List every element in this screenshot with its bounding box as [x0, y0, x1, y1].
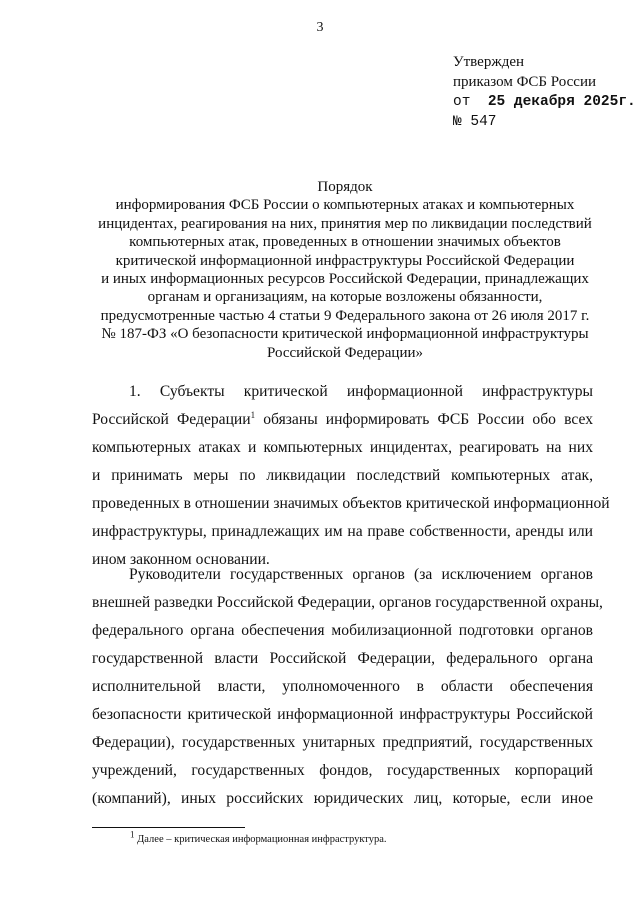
paragraph-line: 1. Субъекты критической информационной инфраструктуры — [129, 383, 593, 400]
footnote-text: Далее – критическая информационная инфраструктура. — [134, 834, 387, 845]
paragraph-line: государственной власти Российской Федерации, федерального органа — [92, 650, 593, 667]
paragraph-1 — [92, 378, 610, 574]
paragraph-2 — [92, 561, 603, 813]
approval-stamp — [453, 52, 636, 132]
paragraph-line: инфраструктуры, принадлежащих им на праве собственности, аренды или — [92, 523, 593, 540]
footnote-divider — [92, 827, 245, 828]
approval-line-order: приказом ФСБ России — [453, 74, 596, 90]
text-fragment: обязаны информировать ФСБ России обо всех — [255, 411, 593, 428]
paragraph-line — [92, 406, 593, 434]
paragraph-line: исполнительной власти, уполномоченного в области обеспечения — [92, 678, 593, 695]
paragraph-line: компьютерных атаках и компьютерных инцидентах, реагировать на них — [92, 439, 593, 456]
title-line: органам и организациям, на которые возложены обязанности, — [147, 289, 543, 306]
document-title — [80, 178, 610, 362]
text-fragment: Российской Федерации — [92, 411, 251, 428]
paragraph-line: безопасности критической информационной инфраструктуры Российской — [92, 706, 593, 723]
title-line: информирования ФСБ России о компьютерных атаках и компьютерных — [115, 197, 575, 214]
title-heading: Порядок — [317, 179, 373, 195]
title-line: компьютерных атак, проведенных в отношении значимых объектов — [129, 234, 561, 251]
approval-line-approved: Утвержден — [453, 54, 525, 70]
footnote-mark: 1 — [130, 829, 135, 840]
page-number: 3 — [316, 20, 324, 35]
title-line: критической информационной инфраструктуры Российской Федерации — [115, 252, 575, 269]
title-line: предусмотренные частью 4 статьи 9 Федерального закона от 26 июля 2017 г. — [100, 307, 590, 324]
title-line: и иных информационных ресурсов Российской Федерации, принадлежащих — [101, 271, 589, 288]
footnote — [130, 829, 387, 845]
paragraph-line: проведенных в отношении значимых объектов критической информационной — [92, 495, 610, 512]
paragraph-line: и принимать меры по ликвидации последствий компьютерных атак, — [92, 467, 593, 484]
title-line: инцидентах, реагирования на них, принятия мер по ликвидации последствий — [98, 215, 592, 232]
approval-date-prefix: от — [453, 94, 471, 110]
footnote-reference: 1 — [250, 409, 256, 420]
title-line: № 187-ФЗ «О безопасности критической информационной инфраструктуры — [101, 326, 589, 343]
title-line: Российской Федерации» — [266, 344, 423, 361]
paragraph-line: (компаний), иных российских юридических лиц, которые, если иное — [92, 790, 593, 807]
approval-line-date — [453, 92, 636, 112]
paragraph-line: внешней разведки Российской Федерации, органов государственной охраны, — [92, 594, 603, 611]
approval-date: 25 декабря 2025г. — [487, 94, 636, 110]
approval-line-number: № 547 — [453, 114, 497, 130]
paragraph-line: Руководители государственных органов (за исключением органов — [129, 566, 593, 583]
paragraph-line: Федерации), государственных унитарных предприятий, государственных — [92, 734, 593, 751]
paragraph-line: учреждений, государственных фондов, государственных корпораций — [92, 762, 593, 779]
paragraph-line: ином законном основании. — [92, 551, 270, 568]
paragraph-line: федерального органа обеспечения мобилизационной подготовки органов — [92, 622, 593, 639]
